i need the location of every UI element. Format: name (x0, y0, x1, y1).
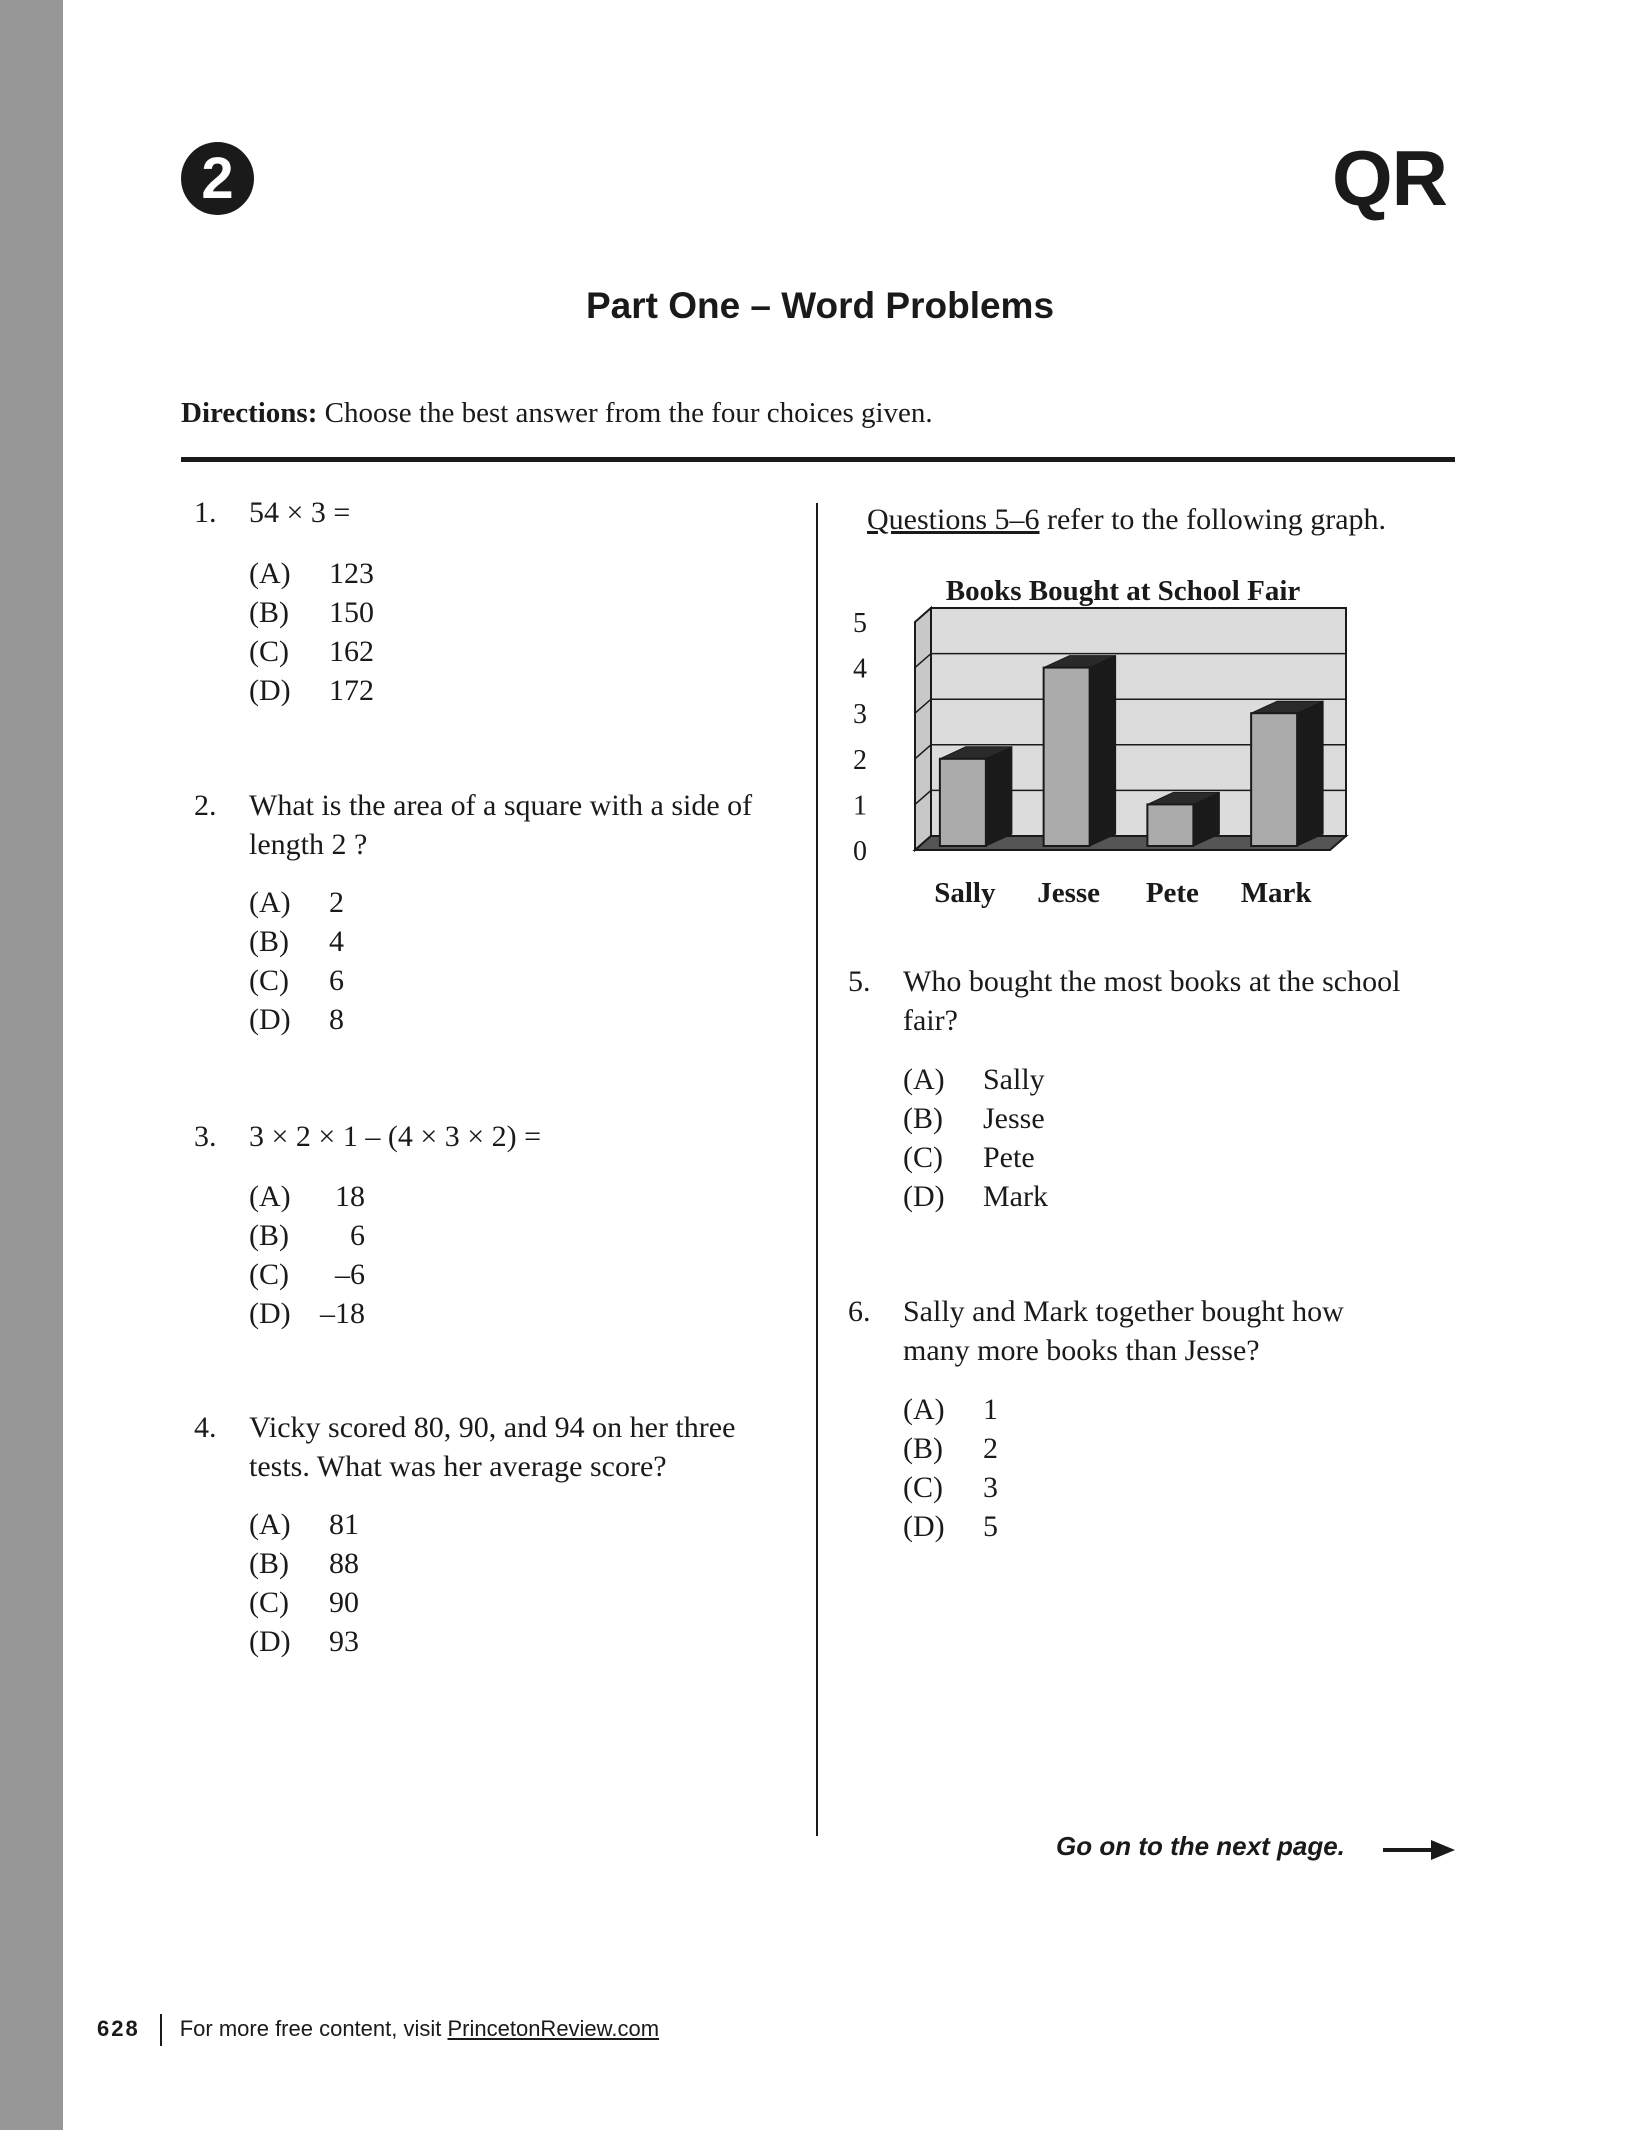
stem-line: Sally and Mark together bought how (903, 1295, 1344, 1328)
choice-letter: (D) (249, 1297, 291, 1330)
question-4 (194, 1408, 804, 1668)
choice-letter: (A) (249, 1180, 291, 1213)
choice-value: –18 (320, 1297, 365, 1330)
choice-value: –6 (335, 1258, 365, 1291)
stem-line: length 2 ? (249, 828, 368, 861)
choice-letter: (D) (903, 1180, 945, 1213)
stem-line: 54 × 3 = (249, 496, 351, 529)
x-category-label: Sally (934, 877, 996, 909)
bar-jesse (1044, 668, 1090, 846)
choice-letter: (B) (249, 1219, 289, 1252)
y-tick-label: 3 (853, 699, 867, 731)
y-tick-label: 0 (853, 836, 867, 867)
choice-value: 18 (335, 1180, 365, 1213)
choice-letter: (B) (903, 1432, 943, 1465)
bar-side (986, 747, 1012, 846)
question-stem (903, 1292, 1344, 1370)
question-number: 4. (194, 1411, 217, 1444)
bar-side (1297, 701, 1323, 846)
bar-pete (1147, 804, 1193, 846)
choice-letter: (A) (249, 886, 291, 919)
choice-letter: (A) (903, 1063, 945, 1096)
question-stem (249, 1408, 735, 1486)
page-footer (97, 2014, 659, 2046)
next-page-note: Go on to the next page. (1056, 1831, 1345, 1861)
choice-value: 150 (329, 596, 374, 629)
choice-letter: (A) (249, 557, 291, 590)
stem-line: What is the area of a square with a side of (249, 789, 753, 822)
choice-value: Sally (983, 1063, 1045, 1096)
choice-letter: (B) (249, 596, 289, 629)
choice-value: 6 (350, 1219, 365, 1252)
choice-letter: (C) (249, 964, 289, 997)
choice-value: 5 (983, 1510, 998, 1543)
choice-value: 8 (329, 1003, 344, 1036)
bar-side (1090, 656, 1116, 846)
stem-line: fair? (903, 1004, 958, 1037)
choice-value: Pete (983, 1141, 1035, 1174)
chart-side-wall (915, 608, 931, 850)
books-bar-chart (840, 570, 1380, 930)
question-stem (249, 1117, 541, 1156)
stem-line: Vicky scored 80, 90, and 94 on her three (249, 1411, 736, 1444)
graph-intro-text: refer to the following graph. (1039, 503, 1387, 536)
y-tick-label: 4 (853, 653, 867, 685)
directions (181, 397, 933, 430)
part-title: Part One – Word Problems (585, 285, 1055, 326)
choice-value: Mark (983, 1180, 1048, 1213)
choice-letter: (D) (249, 674, 291, 707)
choice-letter: (C) (903, 1471, 943, 1504)
stem-line: many more books than Jesse? (903, 1334, 1260, 1367)
choice-value: 3 (983, 1471, 998, 1504)
choice-letter: (C) (249, 1586, 289, 1619)
x-category-label: Jesse (1037, 877, 1101, 909)
choice-letter: (B) (903, 1102, 943, 1135)
choice-value: 88 (329, 1547, 359, 1580)
question-number: 6. (848, 1295, 871, 1328)
x-category-label: Mark (1240, 877, 1312, 909)
choice-value: 1 (983, 1393, 998, 1426)
question-number: 3. (194, 1120, 217, 1153)
question-stem (249, 786, 752, 864)
choice-letter: (B) (249, 1547, 289, 1580)
question-number: 1. (194, 496, 217, 529)
section-label: QR (1332, 134, 1447, 222)
choice-value: 162 (329, 635, 374, 668)
choice-value: 4 (329, 925, 344, 958)
choice-value: 2 (329, 886, 344, 919)
question-stem (249, 493, 350, 532)
choice-value: 81 (329, 1508, 359, 1541)
choice-letter: (D) (249, 1003, 291, 1036)
x-category-label: Pete (1145, 877, 1199, 909)
footer-link[interactable]: PrincetonReview.com (447, 2015, 660, 2041)
choice-value: 2 (983, 1432, 998, 1465)
choice-letter: (D) (249, 1625, 291, 1658)
header-rule (181, 457, 1455, 462)
choice-letter: (A) (903, 1393, 945, 1426)
graph-intro (867, 500, 1386, 539)
bar-mark (1251, 713, 1297, 846)
stem-line: Who bought the most books at the school (903, 965, 1401, 998)
choice-value: 90 (329, 1586, 359, 1619)
footer-separator (160, 2014, 162, 2046)
graph-intro-questions: Questions 5–6 (867, 503, 1040, 536)
question-5 (848, 962, 1458, 1222)
directions-label: Directions: (181, 397, 318, 429)
choice-value: 172 (329, 674, 374, 707)
choice-value: 6 (329, 964, 344, 997)
y-tick-label: 2 (853, 744, 867, 776)
question-2 (194, 786, 804, 1046)
choice-letter: (A) (249, 1508, 291, 1541)
y-tick-label: 5 (853, 608, 867, 639)
directions-text: Choose the best answer from the four choices given. (324, 397, 933, 429)
question-1 (194, 493, 794, 733)
question-number: 5. (848, 965, 871, 998)
chart-title: Books Bought at School Fair (945, 575, 1301, 607)
choice-letter: (B) (249, 925, 289, 958)
choice-value: Jesse (983, 1102, 1045, 1135)
choice-letter: (D) (903, 1510, 945, 1543)
question-number: 2. (194, 789, 217, 822)
choice-letter: (C) (903, 1141, 943, 1174)
section-number-badge: 2 (181, 142, 254, 215)
y-tick-label: 1 (853, 790, 867, 822)
choice-letter: (C) (249, 635, 289, 668)
question-stem (903, 962, 1400, 1040)
stem-line: 3 × 2 × 1 – (4 × 3 × 2) = (249, 1120, 542, 1153)
choice-value: 123 (329, 557, 374, 590)
bar-sally (940, 759, 986, 846)
question-3 (194, 1117, 794, 1357)
column-divider (816, 503, 818, 1836)
question-6 (848, 1292, 1458, 1552)
footer-text: For more free content, visit (179, 2015, 448, 2041)
choice-value: 93 (329, 1625, 359, 1658)
stem-line: tests. What was her average score? (249, 1450, 667, 1483)
choice-letter: (C) (249, 1258, 289, 1291)
right-arrow-icon (1383, 1838, 1455, 1862)
page-number: 628 (97, 2015, 140, 2041)
